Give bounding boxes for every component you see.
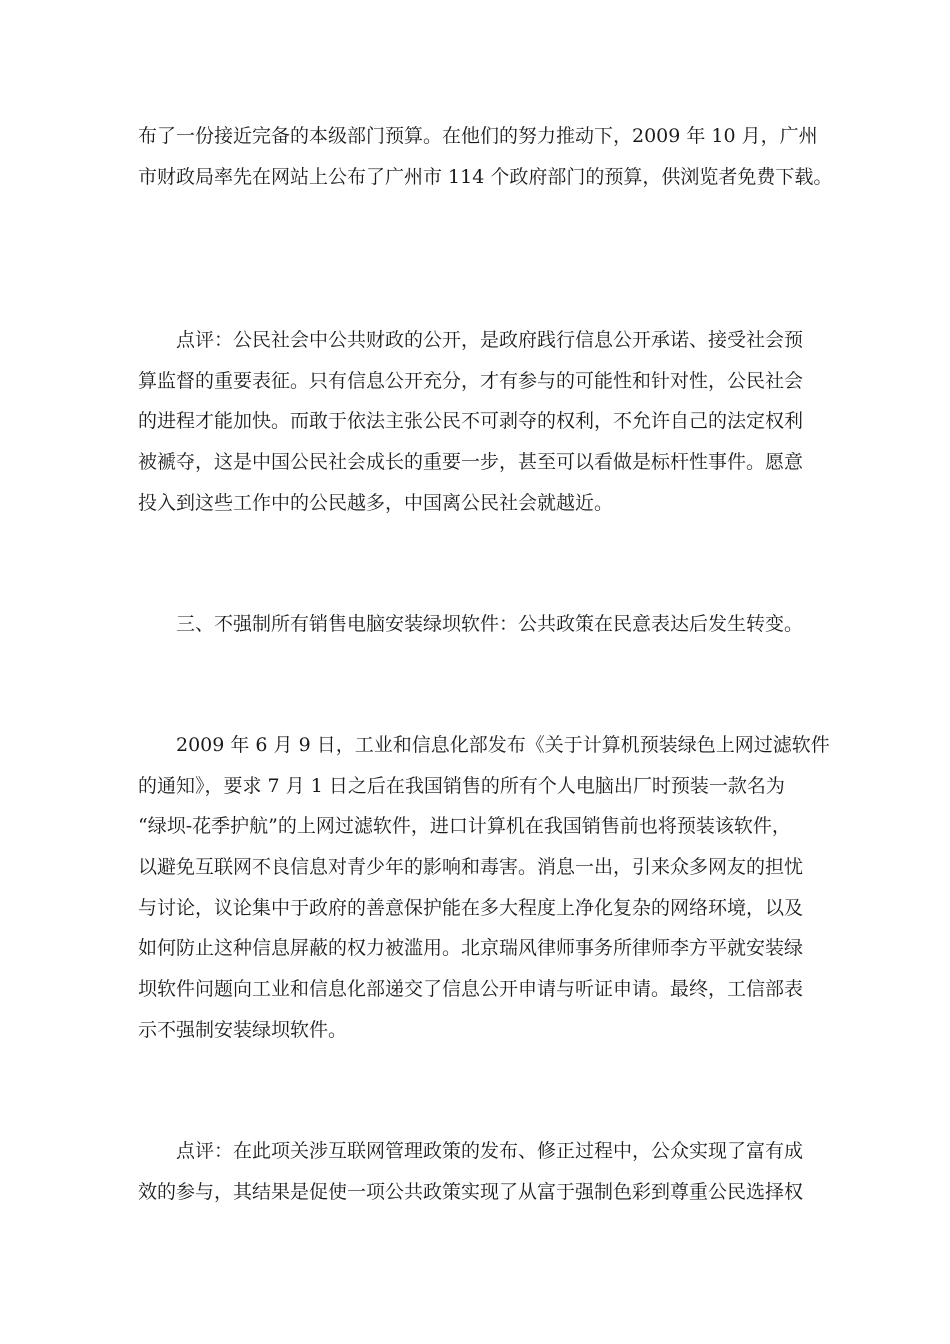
paragraph-2-line-1: 点评：公民社会中公共财政的公开，是政府践行信息公开承诺、接受社会预	[176, 329, 804, 351]
paragraph-4-line-8: 示不强制安装绿坝软件。	[138, 1019, 348, 1041]
paragraph-4-line-3: “绿坝-花季护航”的上网过滤软件，进口计算机在我国销售前也将预装该软件，	[138, 815, 791, 837]
paragraph-2-line-4: 被褫夺，这是中国公民社会成长的重要一步，甚至可以看做是标杆性事件。愿意	[138, 451, 804, 473]
paragraph-4-line-5: 与讨论，议论集中于政府的善意保护能在多大程度上净化复杂的网络环境，以及	[138, 897, 804, 919]
paragraph-2-line-5: 投入到这些工作中的公民越多，中国离公民社会就越近。	[138, 492, 614, 514]
paragraph-1-line-2: 市财政局率先在网站上公布了广州市 114 个政府部门的预算，供浏览者免费下载。	[138, 166, 833, 188]
section-heading: 三、不强制所有销售电脑安装绿坝软件：公共政策在民意表达后发生转变。	[176, 613, 804, 635]
paragraph-2-line-3: 的进程才能加快。而敢于依法主张公民不可剥夺的权利，不允许自己的法定权利	[138, 410, 804, 432]
paragraph-4-line-7: 坝软件问题向工业和信息化部递交了信息公开申请与听证申请。最终，工信部表	[138, 978, 804, 1000]
paragraph-4-line-6: 如何防止这种信息屏蔽的权力被滥用。北京瑞风律师事务所律师李方平就安装绿	[138, 937, 804, 959]
paragraph-2-line-2: 算监督的重要表征。只有信息公开充分，才有参与的可能性和针对性，公民社会	[138, 370, 804, 392]
paragraph-4-line-2: 的通知》，要求 7 月 1 日之后在我国销售的所有个人电脑出厂时预装一款名为	[138, 775, 785, 797]
paragraph-4-line-1: 2009 年 6 月 9 日，工业和信息化部发布《关于计算机预装绿色上网过滤软件	[176, 734, 830, 756]
paragraph-1-line-1: 布了一份接近完备的本级部门预算。在他们的努力推动下，2009 年 10 月，广州	[138, 125, 818, 147]
paragraph-5-line-2: 效的参与，其结果是促使一项公共政策实现了从富于强制色彩到尊重公民选择权	[138, 1181, 804, 1203]
paragraph-4-line-4: 以避免互联网不良信息对青少年的影响和毒害。消息一出，引来众多网友的担忧	[138, 856, 804, 878]
paragraph-5-line-1: 点评：在此项关涉互联网管理政策的发布、修正过程中，公众实现了富有成	[176, 1140, 804, 1162]
